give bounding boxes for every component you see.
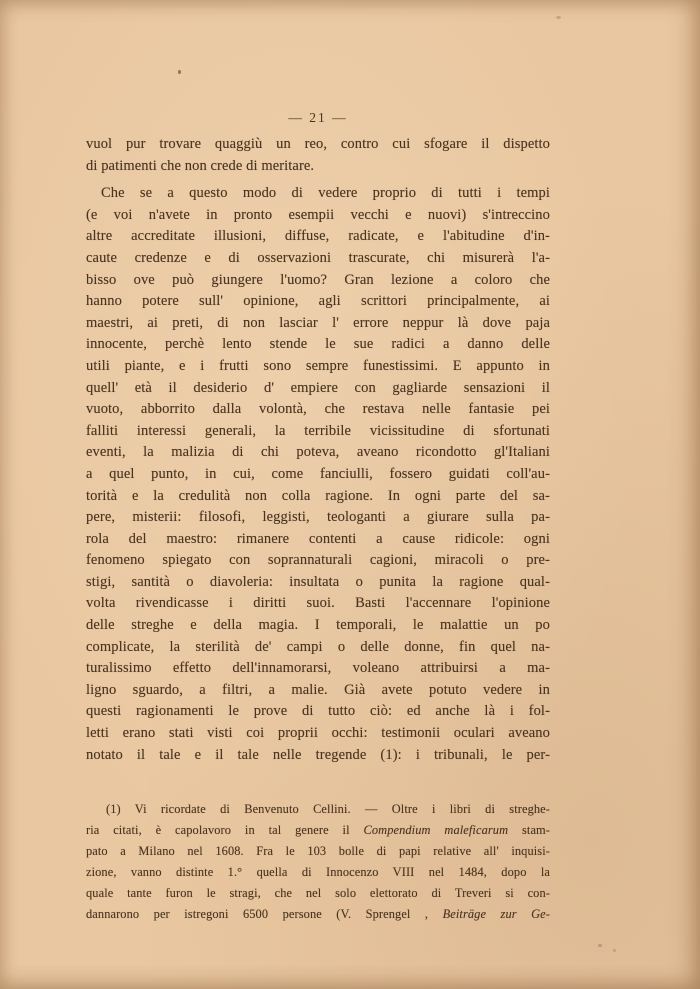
text-line: stigi, santità o diavoleria: insultata o punita la ragione qual- bbox=[86, 573, 550, 590]
text-line: a quel punto, in cui, come fanciulli, fossero guidati coll'au- bbox=[86, 465, 550, 482]
footnote-text: stam- bbox=[508, 823, 551, 837]
ink-speck bbox=[556, 16, 561, 19]
text-line: questi ragionamenti le prove di tutto ciò: ed anche là i fol- bbox=[86, 703, 550, 720]
footnote-text: quale tante furon le stragi, che nel solo elettorato di Treveri si con- bbox=[86, 886, 550, 900]
text-line: ligno sguardo, a filtri, a malie. Già avete potuto vedere in bbox=[86, 681, 550, 698]
paragraph bbox=[86, 183, 550, 766]
text-line: Che se a questo modo di vedere proprio di tutti i tempi bbox=[101, 185, 550, 202]
footnote-line bbox=[86, 883, 550, 904]
footnote-text: pato a Milano nel 1608. Fra le 103 bolle di papi relative all' inquisi- bbox=[86, 844, 550, 858]
text-line: pere, misterii: filosofi, leggisti, teologanti a giurare sulla pa- bbox=[86, 509, 550, 526]
footnote-text: zione, vanno distinte 1.° quella di Innocenzo VIII nel 1484, dopo la bbox=[86, 865, 550, 879]
text-line: delle streghe e della magia. I temporali, le malattie un po bbox=[86, 617, 550, 634]
footnote-text: (1) Vi ricordate di Benvenuto Cellini. — Oltre i libri di streghe- bbox=[106, 802, 550, 816]
footnote-line bbox=[86, 799, 550, 820]
ink-speck bbox=[613, 949, 616, 952]
paragraph bbox=[86, 134, 550, 177]
text-line: quell' età il desiderio d' empiere con gagliarde sensazioni il bbox=[86, 379, 550, 396]
text-line: complicate, la sterilità de' campi o delle donne, fin quel na- bbox=[86, 638, 550, 655]
text-line: letti erano stati visti coi proprii occhi: testimonii oculari aveano bbox=[86, 725, 550, 742]
text-line: hanno potere sull' opinione, agli scrittori principalmente, ai bbox=[86, 293, 550, 310]
text-line: maestri, ai preti, di non lasciar l' errore neppur là dove paja bbox=[86, 314, 550, 331]
footnote-line bbox=[86, 904, 550, 925]
text-line: caute credenze e di osservazioni trascurate, chi misurerà l'a- bbox=[86, 249, 550, 266]
text-line: volta rivendicasse i diritti suoi. Basti l'accennare l'opinione bbox=[86, 595, 550, 612]
footnote bbox=[86, 799, 550, 925]
text-line: di patimenti che non crede di meritare. bbox=[86, 157, 315, 174]
footnote-line bbox=[86, 820, 550, 841]
text-line: vuol pur trovare quaggiù un reo, contro cui sfogare il dispetto bbox=[86, 136, 550, 152]
text-line: altre accreditate illusioni, diffuse, radicate, e l'abitudine d'in- bbox=[86, 228, 550, 245]
footnote-line bbox=[86, 841, 550, 862]
footnote-italic: Compendium maleficarum bbox=[363, 823, 509, 837]
text-line: falliti interessi generali, la terribile vicissitudine di sfortunati bbox=[86, 422, 550, 439]
text-line: utili piante, e i frutti sono sempre funestissimi. E appunto in bbox=[86, 357, 550, 374]
ink-speck bbox=[598, 944, 602, 947]
page-number: — 21 — bbox=[288, 110, 348, 125]
text-line: turalissimo effetto dell'innamorarsi, voleano attribuirsi a ma- bbox=[86, 660, 550, 677]
text-line: fenomeno spiegato con soprannaturali cagioni, miracoli o pre- bbox=[86, 552, 550, 569]
footnote-text: dannarono per istregoni 6500 persone (V. Sprengel , bbox=[86, 907, 443, 921]
text-line: eventi, la malizia di chi poteva, aveano ricondotto gl'Italiani bbox=[86, 444, 550, 461]
text-line: bisso ove può giungere l'uomo? Gran lezione a coloro che bbox=[86, 271, 550, 288]
text-line: vuoto, abborrito dalla volontà, che restava nelle fantasie pei bbox=[86, 401, 550, 418]
footnote-italic: Beiträge zur Ge- bbox=[442, 907, 550, 921]
ink-speck bbox=[178, 70, 181, 74]
text-line: notato il tale e il tale nelle tregende (1): i tribunali, le per- bbox=[86, 746, 550, 763]
text-line: rola del maestro: rimanere contenti a cause ridicole: ogni bbox=[86, 530, 550, 547]
text-line: innocente, perchè lento stende le sue radici a danno delle bbox=[86, 336, 550, 353]
footnote-line bbox=[86, 862, 550, 883]
text-line: torità e la credulità non colla ragione. In ogni parte del sa- bbox=[86, 487, 550, 504]
main-text bbox=[86, 134, 550, 766]
footnote-text: ria citati, è capolavoro in tal genere il bbox=[86, 823, 364, 837]
text-line: (e voi n'avete in pronto esempii vecchi e nuovi) s'intreccino bbox=[86, 206, 550, 223]
